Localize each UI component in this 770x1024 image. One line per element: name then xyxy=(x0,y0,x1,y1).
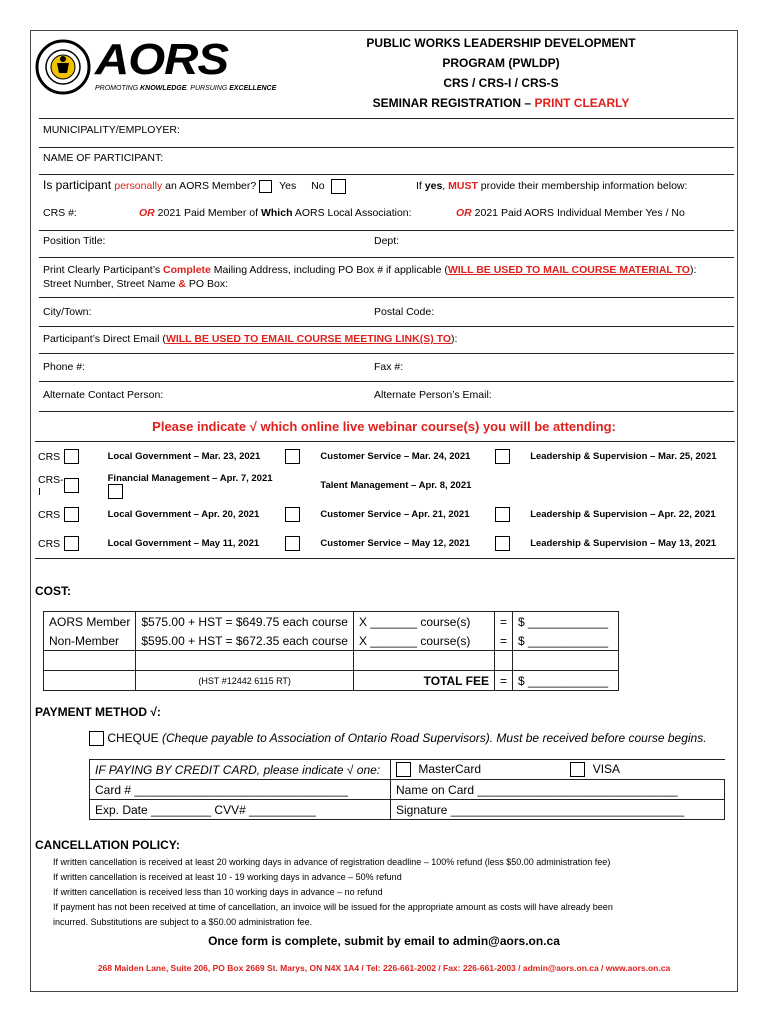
total-fee-label: TOTAL FEE xyxy=(353,671,494,691)
email-field[interactable]: Participant’s Direct Email (WILL BE USED TO EMAIL COURSE MEETING LINK(S) TO): xyxy=(43,333,458,345)
course-checkbox[interactable] xyxy=(285,449,300,464)
submit-instruction: Once form is complete, submit by email to admin@aors.on.ca xyxy=(208,934,560,948)
course-row: CRS Local Government – Mar. 23, 2021 Customer Service – Mar. 24, 2021 Leadership & Supervision – Mar. 25, 2021 xyxy=(38,450,717,463)
credit-card-table: IF PAYING BY CREDIT CARD, please indicate √ one: MasterCard VISA Card # ________________________________ Name on Card ______________________________ Exp. Date _________ CVV# __________ Signature ___________________________________ xyxy=(89,759,725,820)
hst-number: (HST #12442 6115 RT) xyxy=(136,671,354,691)
participant-name-field[interactable]: NAME OF PARTICIPANT: xyxy=(43,152,164,164)
payment-heading: PAYMENT METHOD √: xyxy=(35,705,161,719)
dept-field[interactable]: Dept: xyxy=(374,235,400,247)
course-checkbox[interactable] xyxy=(108,484,123,499)
cost-row: Non-Member $595.00 + HST = $672.35 each course X _______ course(s) = $ ____________ xyxy=(44,631,619,651)
courses-heading: Please indicate √ which online live webinar course(s) you will be attending: xyxy=(152,419,616,434)
cost-table: AORS Member $575.00 + HST = $649.75 each course X _______ course(s) = $ ____________ Non-Member $595.00 + HST = $672.35 each course X _______ course(s) = $ ____________ (HST #12442 6115 RT) TOTAL FEE = $ ____________ xyxy=(43,611,619,691)
aors-logo xyxy=(35,35,277,99)
course-checkbox[interactable] xyxy=(285,536,300,551)
visa-checkbox[interactable] xyxy=(570,762,585,777)
course-checkbox[interactable] xyxy=(64,478,79,493)
course-checkbox[interactable] xyxy=(495,507,510,522)
crs-number-field[interactable]: CRS #: xyxy=(43,207,77,219)
local-association-field[interactable]: OR 2021 Paid Member of Which AORS Local Association: xyxy=(139,207,412,219)
cheque-checkbox[interactable] xyxy=(89,731,104,746)
form-title: PUBLIC WORKS LEADERSHIP DEVELOPMENT PROGRAM (PWLDP) CRS / CRS-I / CRS-S SEMINAR REGISTRATION – PRINT CLEARLY xyxy=(366,36,636,110)
member-yes-checkbox[interactable] xyxy=(259,180,272,193)
mastercard-checkbox[interactable] xyxy=(396,762,411,777)
if-yes-note: If yes, MUST provide their membership information below: xyxy=(416,180,688,192)
signature-field[interactable]: Signature ___________________________________ xyxy=(391,800,725,820)
course-row: CRS-I Financial Management – Apr. 7, 2021 Talent Management – Apr. 8, 2021 xyxy=(38,472,472,498)
courses-table xyxy=(35,441,735,559)
logo-text: AORS xyxy=(95,35,228,84)
expiry-cvv-field[interactable]: Exp. Date _________ CVV# __________ xyxy=(90,800,391,820)
phone-field[interactable]: Phone #: xyxy=(43,361,86,373)
course-checkbox[interactable] xyxy=(64,449,79,464)
city-field[interactable]: City/Town: xyxy=(43,306,92,318)
logo-tagline: PROMOTING KNOWLEDGE. PURSUING EXCELLENCE xyxy=(95,85,277,92)
alt-contact-field[interactable]: Alternate Contact Person: xyxy=(43,389,164,401)
individual-member-field[interactable]: OR 2021 Paid AORS Individual Member Yes / No xyxy=(456,207,685,219)
course-checkbox[interactable] xyxy=(495,449,510,464)
course-row: CRS Local Government – May 11, 2021 Customer Service – May 12, 2021 Leadership & Supervision – May 13, 2021 xyxy=(38,537,717,550)
position-title-field[interactable]: Position Title: xyxy=(43,235,106,247)
course-checkbox[interactable] xyxy=(64,536,79,551)
alt-email-field[interactable]: Alternate Person’s Email: xyxy=(374,389,492,401)
footer-contact: 268 Maiden Lane, Suite 206, PO Box 2669 St. Marys, ON N4X 1A4 / Tel: 226-661-2002 / Fax: 226-661-2003 / admin@aors.on.ca / www.aors.on.ca xyxy=(97,963,671,973)
course-row: CRS Local Government – Apr. 20, 2021 Customer Service – Apr. 21, 2021 Leadership & Supervision – Apr. 22, 2021 xyxy=(38,508,716,521)
member-no-checkbox[interactable] xyxy=(331,179,346,194)
name-on-card-field[interactable]: Name on Card ______________________________ xyxy=(391,780,725,800)
total-fee-amount[interactable]: $ ____________ xyxy=(512,671,618,691)
municipality-field[interactable]: MUNICIPALITY/EMPLOYER: xyxy=(43,124,180,136)
cost-heading: COST: xyxy=(35,584,71,598)
member-question: Is participant personally an AORS Member? Yes No xyxy=(43,178,733,194)
cheque-option[interactable]: CHEQUE (Cheque payable to Association of Ontario Road Supervisors). Must be received before course begins. xyxy=(89,731,707,746)
fax-field[interactable]: Fax #: xyxy=(374,361,404,373)
course-checkbox[interactable] xyxy=(285,507,300,522)
aors-seal-icon xyxy=(35,39,91,95)
registration-form xyxy=(30,30,738,992)
postal-code-field[interactable]: Postal Code: xyxy=(374,306,435,318)
cancellation-policy: If written cancellation is received at least 20 working days in advance of registration deadline – 100% refund (less $50.00 administration fee) If written cancellation is received at least 10 - 19 working days in advance – 50% refund If written cancellation is received less than 10 working days in advance – no refund If payment has not been received at time of cancellation, an invoice will be issued for the appropriate amount as costs will have already been incurred. Substitutions are subject to a $50.00 administration fee. xyxy=(53,857,613,927)
card-number-field[interactable]: Card # ________________________________ xyxy=(90,780,391,800)
course-checkbox[interactable] xyxy=(64,507,79,522)
mailing-address-field[interactable]: Print Clearly Participant’s Complete Mailing Address, including PO Box # if applicable (WILL BE USED TO MAIL COURSE MATERIAL TO): Street Number, Street Name & PO Box: xyxy=(43,264,697,290)
course-checkbox[interactable] xyxy=(495,536,510,551)
cost-row: AORS Member $575.00 + HST = $649.75 each course X _______ course(s) = $ ____________ xyxy=(44,612,619,632)
cancellation-heading: CANCELLATION POLICY: xyxy=(35,838,180,852)
